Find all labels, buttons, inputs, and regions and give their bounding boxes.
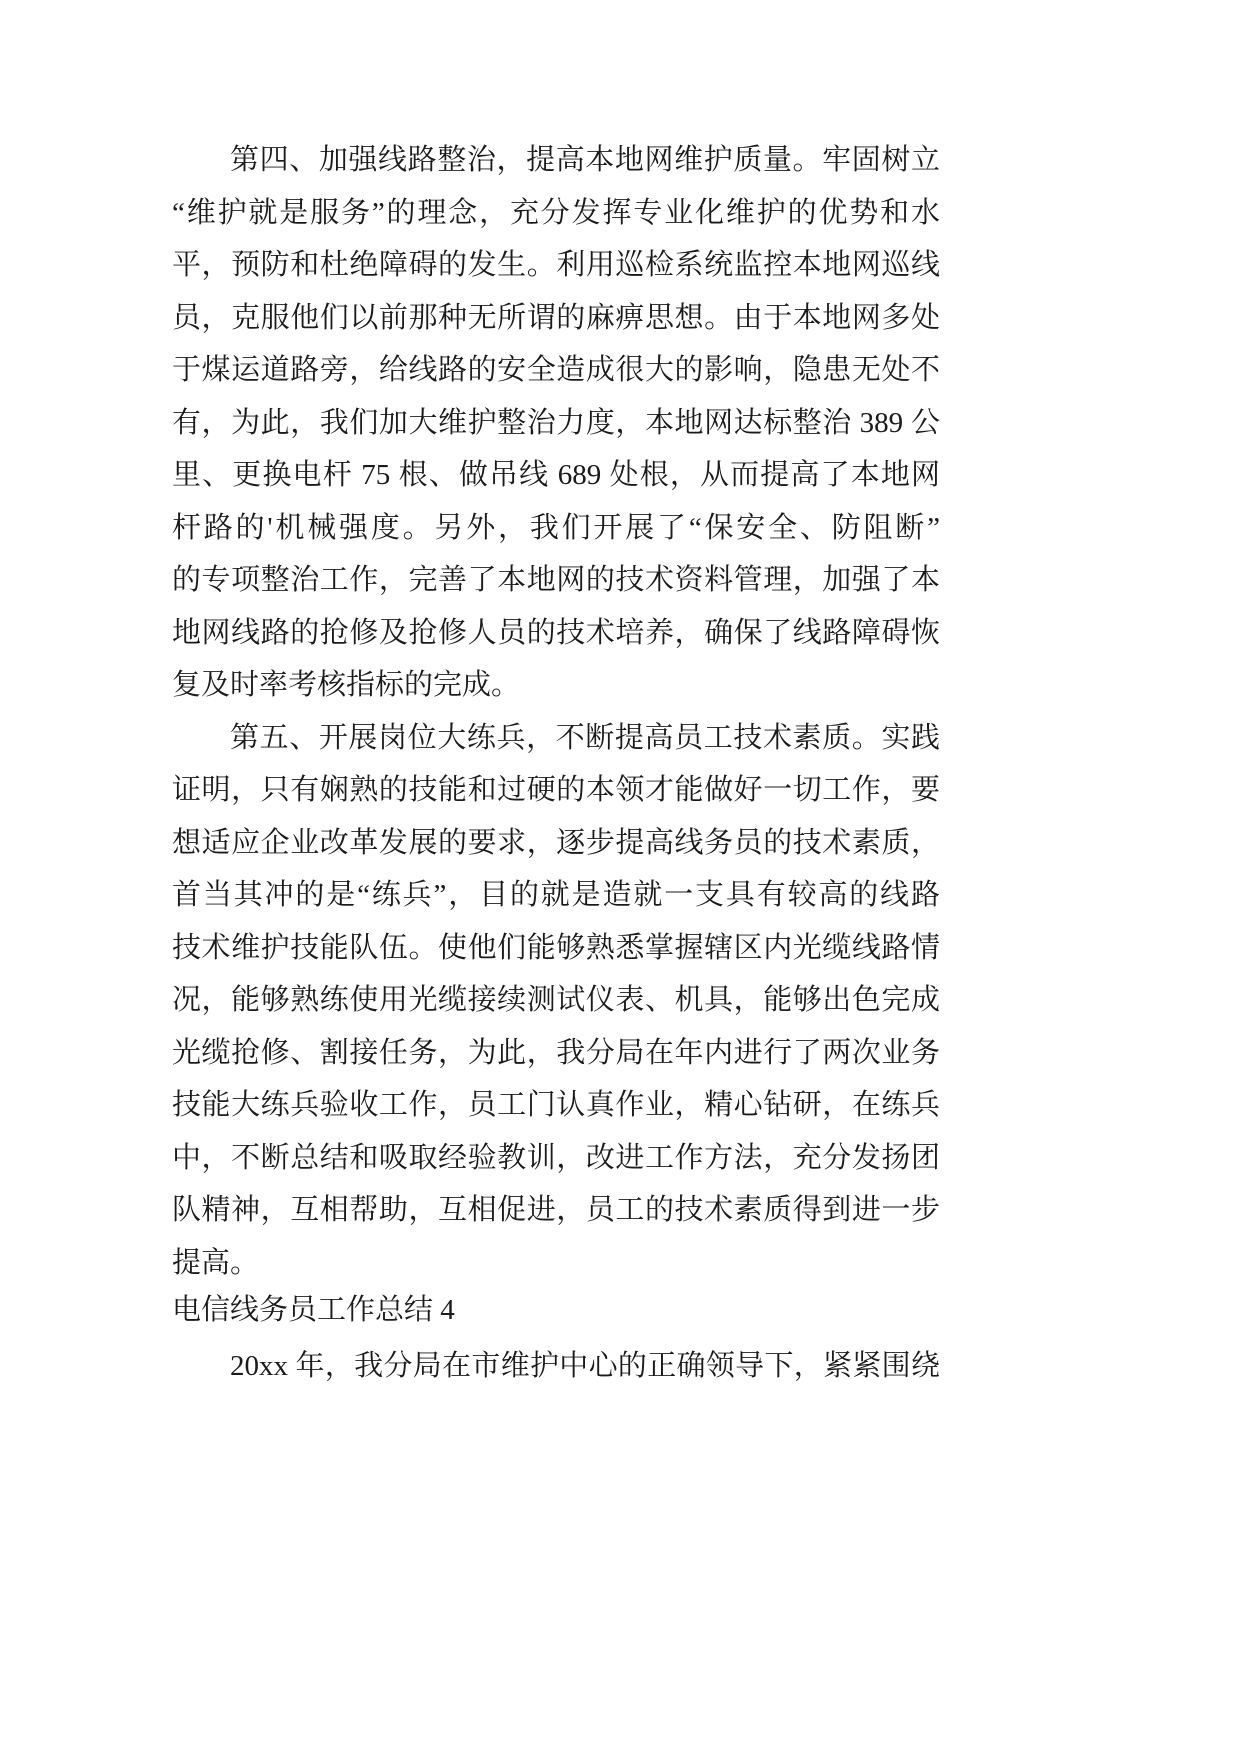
paragraph-line: 队精神，互相帮助，互相促进，员工的技术素质得到进一步 [172,1194,940,1226]
paragraph-line: 提高。 [172,1246,260,1279]
paragraph-line: 员，克服他们以前那种无所谓的麻痹思想。由于本地网多处 [172,301,940,334]
section-heading-container [172,1284,940,1337]
paragraph-line: 想适应企业改革发展的要求，逐步提高线务员的技术素质， [172,826,940,859]
paragraph-line: “维护就是服务”的理念，充分发挥专业化维护的优势和水 [172,196,940,229]
paragraph-line: 证明，只有娴熟的技能和过硬的本领才能做好一切工作，要 [172,774,940,806]
paragraph-line-maintenance [172,134,940,712]
paragraph-line: 的专项整治工作，完善了本地网的技术资料管理，加强了本 [172,564,940,596]
paragraph-line: 复及时率考核指标的完成。 [172,669,521,701]
paragraph-line: 况，能够熟练使用光缆接续测试仪表、机具，能够出色完成 [172,984,940,1016]
paragraph-line: 第四、加强线路整治，提高本地网维护质量。牢固树立 [230,144,940,176]
section-heading: 电信线务员工作总结 4 [172,1294,455,1326]
paragraph-line: 首当其冲的是“练兵”，目的就是造就一支具有较高的线路 [172,879,940,911]
paragraph-line: 地网线路的抢修及抢修人员的技术培养，确保了线路障碍恢 [172,616,940,649]
paragraph-line: 中，不断总结和吸取经验教训，改进工作方法，充分发扬团 [172,1141,940,1174]
paragraph-line: 第五、开展岗位大练兵，不断提高员工技术素质。实践 [230,721,940,754]
document-body [172,134,940,1289]
paragraph-line: 技能大练兵验收工作，员工门认真作业，精心钻研，在练兵 [172,1089,940,1121]
paragraph-line: 里、更换电杆 75 根、做吊线 689 处根，从而提高了本地网 [172,459,940,491]
paragraph-line: 光缆抢修、割接任务，为此，我分局在年内进行了两次业务 [172,1036,940,1069]
paragraph-line: 有，为此，我们加大维护整治力度，本地网达标整治 389 公 [172,406,940,439]
paragraph-skills-training [172,712,940,1290]
paragraph-line: 于煤运道路旁，给线路的安全造成很大的影响，隐患无处不 [172,354,940,386]
paragraph-annual-summary [172,1340,940,1393]
paragraph-line: 技术维护技能队伍。使他们能够熟悉掌握辖区内光缆线路情 [172,931,940,964]
paragraph-line: 平，预防和杜绝障碍的发生。利用巡检系统监控本地网巡线 [172,249,940,281]
paragraph-line: 20xx 年，我分局在市维护中心的正确领导下，紧紧围绕 [230,1350,940,1382]
paragraph-line: 杆路的'机械强度。另外，我们开展了“保安全、防阻断” [172,511,940,544]
